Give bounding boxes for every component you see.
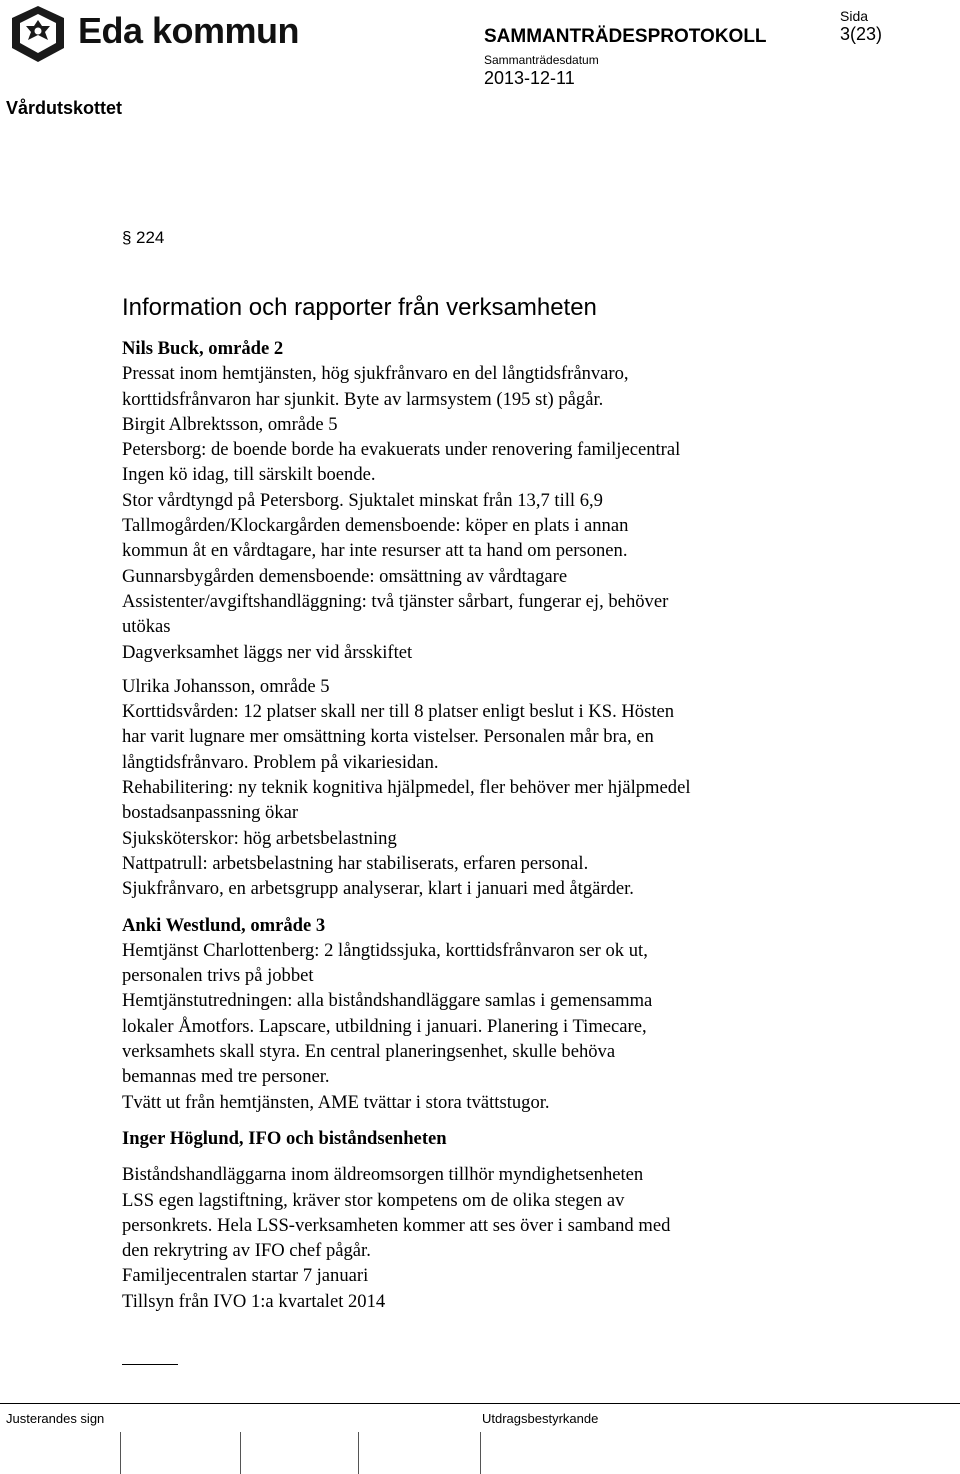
minutes-body [122, 336, 842, 1314]
section-number: 224 [136, 228, 165, 247]
body-line: Sjukfrånvaro, en arbetsgrupp analyserar, klart i januari med åtgärder. [122, 878, 634, 900]
body-line: Hemtjänstutredningen: alla biståndshandläggare samlas i gemensamma [122, 990, 653, 1012]
body-line: Stor vårdtyngd på Petersborg. Sjuktalet minskat från 13,7 till 6,9 [122, 489, 603, 511]
body-line: har varit lugnare mer omsättning korta vistelser. Personalen mår bra, en [122, 726, 654, 748]
body-line: utökas [122, 616, 171, 638]
body-line: Familjecentralen startar 7 januari [122, 1265, 369, 1287]
extract-certification-label: Utdragsbestyrkande [482, 1411, 599, 1426]
speaker-heading: Birgit Albrektsson, område 5 [122, 413, 338, 435]
eda-kommun-emblem-icon [8, 4, 68, 64]
body-line: Dagverksamhet läggs ner vid årsskiftet [122, 641, 413, 663]
paragraph-sign: § [122, 228, 132, 247]
body-line: korttidsfrånvaron har sjunkit. Byte av larmsystem (195 st) pågår. [122, 388, 604, 410]
body-line: Rehabilitering: ny teknik kognitiva hjälpmedel, fler behöver mer hjälpmedel [122, 777, 691, 799]
section-title: Information och rapporter från verksamheten [122, 294, 597, 321]
committee-name: Vårdutskottet [6, 98, 123, 118]
signature-label: Justerandes sign [6, 1411, 105, 1426]
body-line: Pressat inom hemtjänsten, hög sjukfrånvaro en del långtidsfrånvaro, [122, 363, 629, 385]
body-line: Biståndshandläggarna inom äldreomsorgen tillhör myndighetsenheten [122, 1164, 644, 1186]
body-line: personalen trivs på jobbet [122, 965, 314, 987]
body-line: Tillsyn från IVO 1:a kvartalet 2014 [122, 1290, 386, 1312]
body-line: Nattpatrull: arbetsbelastning har stabiliserats, erfaren personal. [122, 852, 589, 874]
body-line: LSS egen lagstiftning, kräver stor kompetens om de olika stegen av [122, 1189, 625, 1211]
body-line: Assistenter/avgiftshandläggning: två tjänster sårbart, fungerar ej, behöver [122, 590, 669, 612]
signature-box-divider [240, 1432, 241, 1474]
section-end-rule [122, 1364, 178, 1365]
speaker-heading: Nils Buck, område 2 [122, 338, 284, 359]
body-line: Tvätt ut från hemtjänsten, AME tvättar i stora tvättstugor. [122, 1091, 550, 1113]
speaker-heading: Anki Westlund, område 3 [122, 914, 326, 936]
signature-box-divider [358, 1432, 359, 1474]
body-line: Gunnarsbygården demensboende: omsättning av vårdtagare [122, 565, 568, 587]
body-line: bemannas med tre personer. [122, 1066, 330, 1088]
body-line: Ingen kö idag, till särskilt boende. [122, 464, 376, 486]
page-label: Sida [840, 8, 869, 24]
body-line: verksamhets skall styra. En central planeringsenhet, skulle behöva [122, 1041, 616, 1063]
body-line: lokaler Åmotfors. Lapscare, utbildning i januari. Planering i Timecare, [122, 1015, 647, 1037]
speaker-heading: Ulrika Johansson, område 5 [122, 675, 330, 697]
meeting-date-label: Sammanträdesdatum [484, 53, 599, 67]
signature-box-divider [480, 1432, 481, 1474]
body-line: Petersborg: de boende borde ha evakuerats under renovering familjecentral [122, 439, 681, 461]
body-line: Hemtjänst Charlottenberg: 2 långtidssjuka, korttidsfrånvaron ser ok ut, [122, 939, 648, 961]
body-line: Sjuksköterskor: hög arbetsbelastning [122, 827, 397, 849]
body-line: Tallmogården/Klockargården demensboende: köper en plats i annan [122, 515, 629, 537]
signature-box-divider [120, 1432, 121, 1474]
meeting-date-value: 2013-12-11 [484, 68, 575, 88]
body-line: kommun åt en vårdtagare, har inte resurser att ta hand om personen. [122, 540, 628, 562]
speaker-heading: Inger Höglund, IFO och biståndsenheten [122, 1127, 447, 1149]
logo-wordmark: Eda kommun [78, 10, 300, 51]
body-line: Korttidsvården: 12 platser skall ner till 8 platser enligt beslut i KS. Hösten [122, 701, 675, 723]
body-line: personkrets. Hela LSS-verksamheten kommer att ses över i samband med [122, 1214, 671, 1236]
body-line: den rekrytring av IFO chef pågår. [122, 1240, 371, 1262]
body-line: långtidsfrånvaro. Problem på vikariesidan. [122, 751, 439, 773]
footer-divider [0, 1403, 960, 1404]
document-type: SAMMANTRÄDESPROTOKOLL [484, 26, 767, 47]
body-line: bostadsanpassning ökar [122, 802, 299, 824]
page-number: 3(23) [840, 24, 883, 44]
